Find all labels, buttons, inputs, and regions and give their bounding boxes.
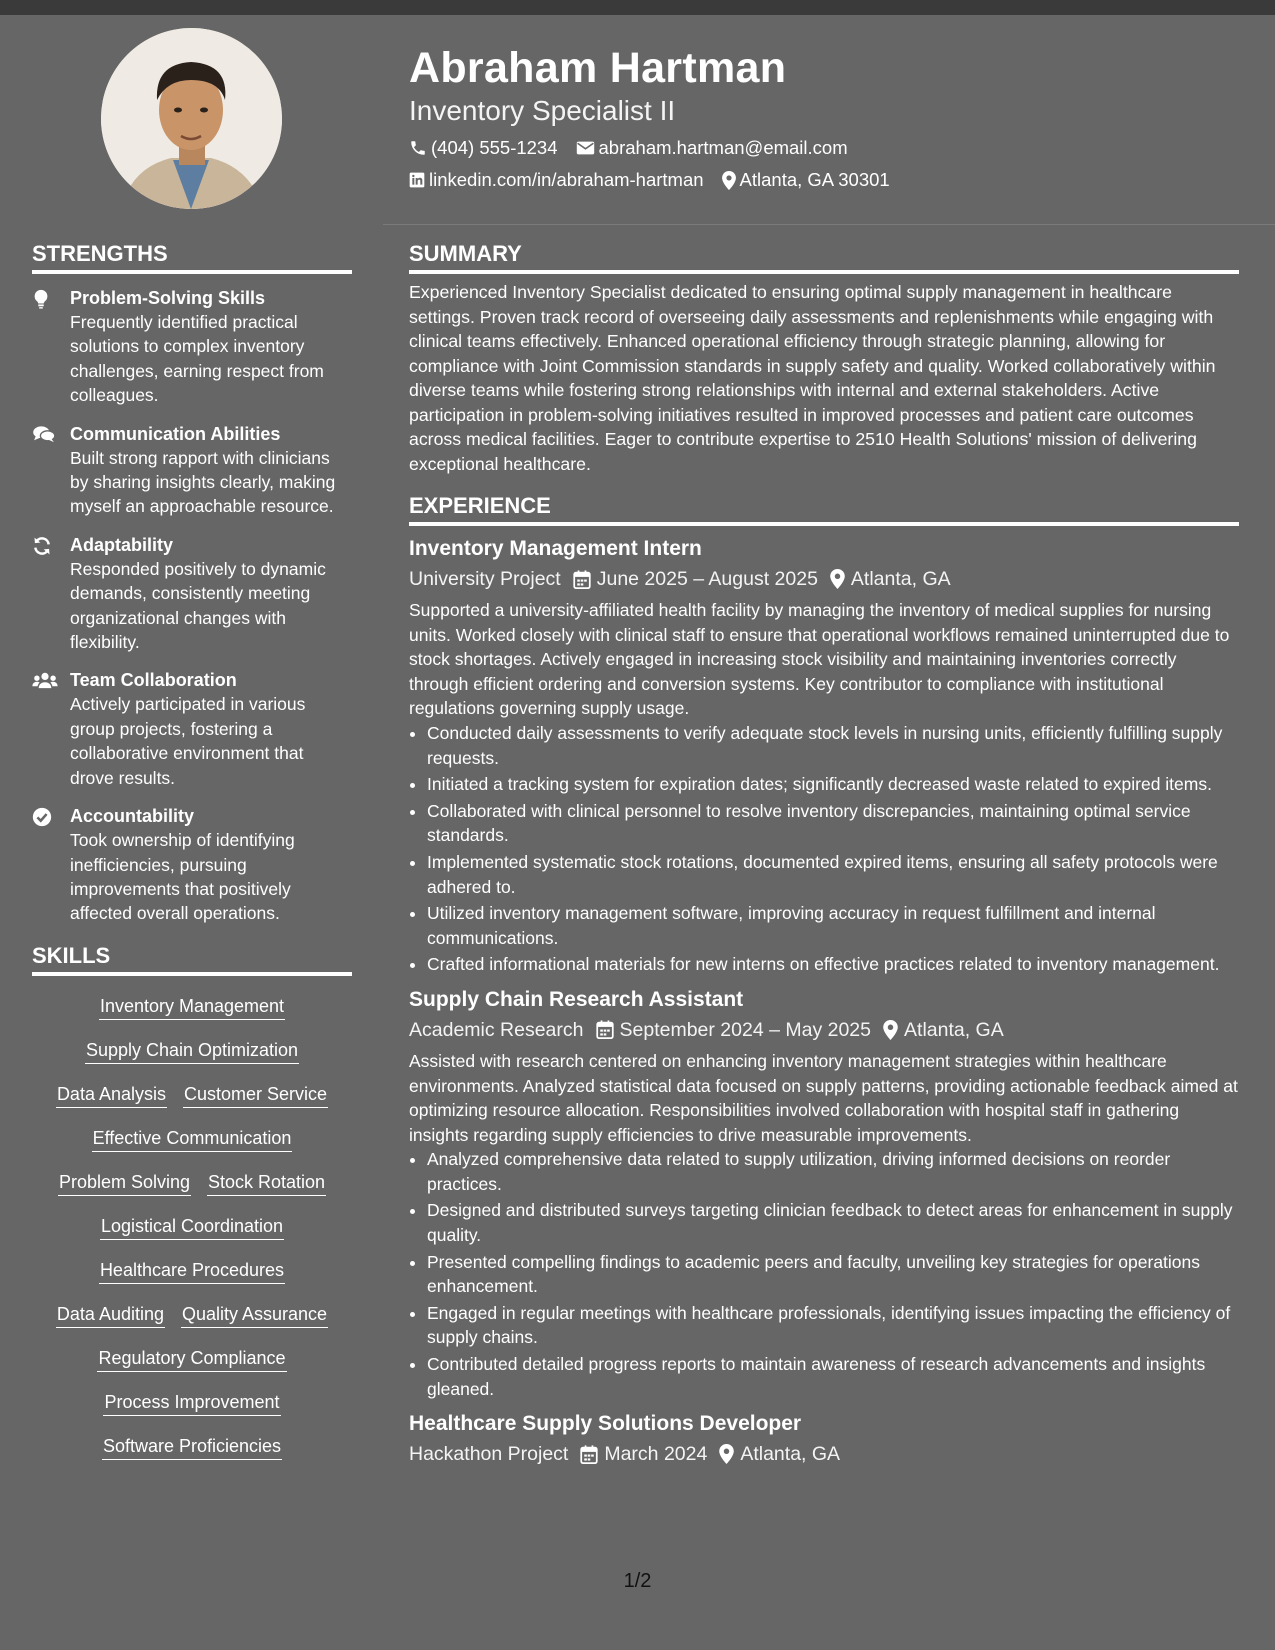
strength-title: Adaptability	[70, 534, 174, 555]
skill-row	[32, 1302, 352, 1328]
skill-tag: Regulatory Compliance	[97, 1346, 286, 1372]
job-dates: June 2025 – August 2025	[596, 568, 818, 590]
header-divider	[383, 224, 1275, 225]
linkedin-icon	[409, 172, 425, 188]
resume-header	[409, 42, 1239, 192]
contact-row	[409, 136, 1239, 160]
skill-row	[32, 1434, 352, 1460]
strength-desc: Responded positively to dynamic demands, consistently meeting organizational changes with flexibility.	[70, 558, 326, 653]
job-bullet: • Initiated a tracking system for expiration dates; significantly decreased waste related to expired items.	[427, 772, 1239, 797]
skill-row	[32, 1390, 352, 1416]
job-location: Atlanta, GA	[904, 1018, 1004, 1041]
candidate-title: Inventory Specialist II	[409, 95, 676, 126]
job-bullet: • Designed and distributed surveys targeting clinician feedback to detect areas for enhancement in supply quality.	[427, 1198, 1239, 1247]
strength-desc: Frequently identified practical solutions to complex inventory challenges, earning respect from colleagues.	[70, 312, 324, 406]
skill-tag: Software Proficiencies	[102, 1434, 282, 1460]
job-description: Supported a university-affiliated health facility by managing the inventory of medical supplies for nursing units. Worked closely with clinical staff to ensure that operational workflows remained uninterrupted due to stock shortages. Actively engaged in increasing stock visibility and maintaining inventories correctly through efficient ordering and conversion systems. Key contributor to compliance with institutional regulations governing supply usage.	[409, 600, 1230, 719]
calendar-icon	[573, 570, 591, 589]
job-bullet: • Collaborated with clinical personnel to resolve inventory discrepancies, maintaining optimal service standards.	[427, 799, 1239, 848]
skill-tag: Supply Chain Optimization	[85, 1038, 299, 1064]
strength-item	[32, 422, 352, 519]
job-org: University Project	[409, 568, 561, 590]
skill-tag: Stock Rotation	[207, 1170, 326, 1196]
job-bullet: • Implemented systematic stock rotations, documented expired items, ensuring all safety protocols were adhered to.	[427, 850, 1239, 899]
top-bar	[0, 0, 1275, 15]
calendar-icon	[596, 1020, 614, 1039]
skill-row	[32, 1126, 352, 1152]
skill-row	[32, 1258, 352, 1284]
skill-row	[32, 1082, 352, 1108]
strength-item	[32, 668, 352, 790]
map-marker-icon	[722, 171, 736, 190]
profile-photo	[101, 28, 282, 209]
skill-row	[32, 1214, 352, 1240]
comments-icon	[32, 425, 56, 443]
job-title: Healthcare Supply Solutions Developer	[409, 1412, 802, 1436]
skill-tag: Process Improvement	[103, 1390, 280, 1416]
skill-tag: Healthcare Procedures	[99, 1258, 285, 1284]
strength-item	[32, 533, 352, 655]
job-bullets	[409, 721, 1239, 977]
skill-tag: Quality Assurance	[181, 1302, 328, 1328]
skill-row	[32, 1170, 352, 1196]
job-bullet: • Analyzed comprehensive data related to supply utilization, driving informed decisions on reorder practices.	[427, 1147, 1239, 1196]
summary-heading: SUMMARY	[409, 240, 1239, 274]
skill-tag: Data Analysis	[56, 1082, 167, 1108]
job-org: Hackathon Project	[409, 1443, 569, 1466]
contact-phone	[409, 136, 558, 160]
check-circle-icon	[32, 807, 52, 827]
page-number: 1/2	[623, 1570, 652, 1592]
skills-heading: SKILLS	[32, 942, 352, 976]
map-marker-icon	[719, 1444, 734, 1464]
map-marker-icon	[883, 1020, 898, 1040]
strength-title: Accountability	[70, 806, 195, 827]
strength-title: Team Collaboration	[70, 670, 237, 691]
email-link[interactable]: abraham.hartman@email.com	[598, 137, 848, 158]
job-meta	[409, 564, 1239, 594]
skill-tag: Effective Communication	[92, 1126, 293, 1152]
job-title: Inventory Management Intern	[409, 537, 702, 560]
strength-item	[32, 286, 352, 408]
experience-heading: EXPERIENCE	[409, 492, 1239, 526]
skill-tag: Problem Solving	[58, 1170, 191, 1196]
lightbulb-icon	[32, 289, 50, 309]
strength-title: Communication Abilities	[70, 423, 281, 444]
skill-tag: Logistical Coordination	[100, 1214, 284, 1240]
job-entry	[409, 534, 1239, 977]
job-dates: March 2024	[604, 1443, 708, 1466]
strength-desc: Took ownership of identifying inefficiencies, pursuing improvements that positively affected overall operations.	[70, 830, 295, 924]
envelope-icon	[576, 140, 595, 156]
skill-tag: Data Auditing	[56, 1302, 165, 1328]
job-description: Assisted with research centered on enhancing inventory management strategies within healthcare environments. Analyzed statistical data focused on supply patterns, providing actionable feedback aimed at optimizing resource allocation. Responsibilities involved collaboration with hospital staff in gathering insights regarding supply efficiencies to drive measurable improvements.	[409, 1050, 1238, 1145]
skill-tag: Customer Service	[183, 1082, 328, 1108]
users-icon	[32, 671, 58, 689]
contact-location	[722, 168, 890, 192]
strength-desc: Built strong rapport with clinicians by sharing insights clearly, making myself an approachable resource.	[70, 447, 336, 517]
summary-text: Experienced Inventory Specialist dedicated to ensuring optimal supply management in healthcare settings. Proven track record of overseeing daily assessments and replenishments while engaging with clinical teams effectively. Enhanced operational efficiency through strategic planning, allowing for compliance with Joint Commission standards in supply safety and quality. Worked collaboratively within diverse teams while fostering strong relationships with internal and external stakeholders. Active participation in problem-solving initiatives resulted in improved processes and patient care outcomes across medical facilities. Eager to contribute expertise to 2510 Health Solutions' mission of delivering exceptional healthcare.	[409, 282, 1216, 474]
left-column	[32, 240, 352, 1460]
strength-item	[32, 804, 352, 926]
skill-tag: Inventory Management	[99, 994, 285, 1020]
strengths-list	[32, 286, 352, 926]
job-bullet: • Engaged in regular meetings with healthcare professionals, identifying issues impacting the efficiency of supply chains.	[427, 1301, 1239, 1350]
strengths-heading: STRENGTHS	[32, 240, 352, 274]
phone-icon	[409, 139, 427, 157]
job-meta	[409, 1439, 1239, 1469]
location-text: Atlanta, GA 30301	[739, 169, 890, 190]
linkedin-link[interactable]: linkedin.com/in/abraham-hartman	[429, 169, 704, 190]
job-bullet: • Utilized inventory management software, improving accuracy in request fulfillment and internal communications.	[427, 901, 1239, 950]
skills-list	[32, 994, 352, 1460]
job-title: Supply Chain Research Assistant	[409, 987, 744, 1011]
contact-email[interactable]	[576, 136, 848, 160]
phone-text: (404) 555-1234	[431, 137, 558, 158]
contact-row-2	[409, 168, 1239, 192]
job-bullets	[409, 1147, 1239, 1401]
sync-icon	[32, 536, 52, 556]
job-bullet: • Presented compelling findings to academic peers and faculty, unveiling key strategies for operations enhancement.	[427, 1250, 1239, 1299]
job-entry	[409, 985, 1239, 1401]
job-bullet: • Conducted daily assessments to verify adequate stock levels in nursing units, efficiently fulfilling supply requests.	[427, 721, 1239, 770]
map-marker-icon	[830, 569, 845, 589]
strength-desc: Actively participated in various group projects, fostering a collaborative environment that drove results.	[70, 694, 306, 788]
contact-linkedin[interactable]	[409, 168, 704, 192]
skill-row	[32, 1038, 352, 1064]
job-bullet: • Contributed detailed progress reports to maintain awareness of research advancements and insights gleaned.	[427, 1352, 1239, 1401]
skill-row	[32, 994, 352, 1020]
job-meta	[409, 1015, 1239, 1045]
job-location: Atlanta, GA	[740, 1443, 841, 1466]
job-dates: September 2024 – May 2025	[619, 1018, 872, 1041]
calendar-icon	[580, 1445, 598, 1464]
strength-title: Problem-Solving Skills	[70, 288, 266, 308]
right-column	[409, 240, 1239, 1469]
job-bullet: • Crafted informational materials for new interns on effective practices related to inventory management.	[427, 952, 1239, 977]
skill-row	[32, 1346, 352, 1372]
job-entry	[409, 1409, 1239, 1469]
candidate-name: Abraham Hartman	[409, 44, 787, 92]
job-location: Atlanta, GA	[850, 568, 951, 590]
job-org: Academic Research	[409, 1018, 584, 1041]
